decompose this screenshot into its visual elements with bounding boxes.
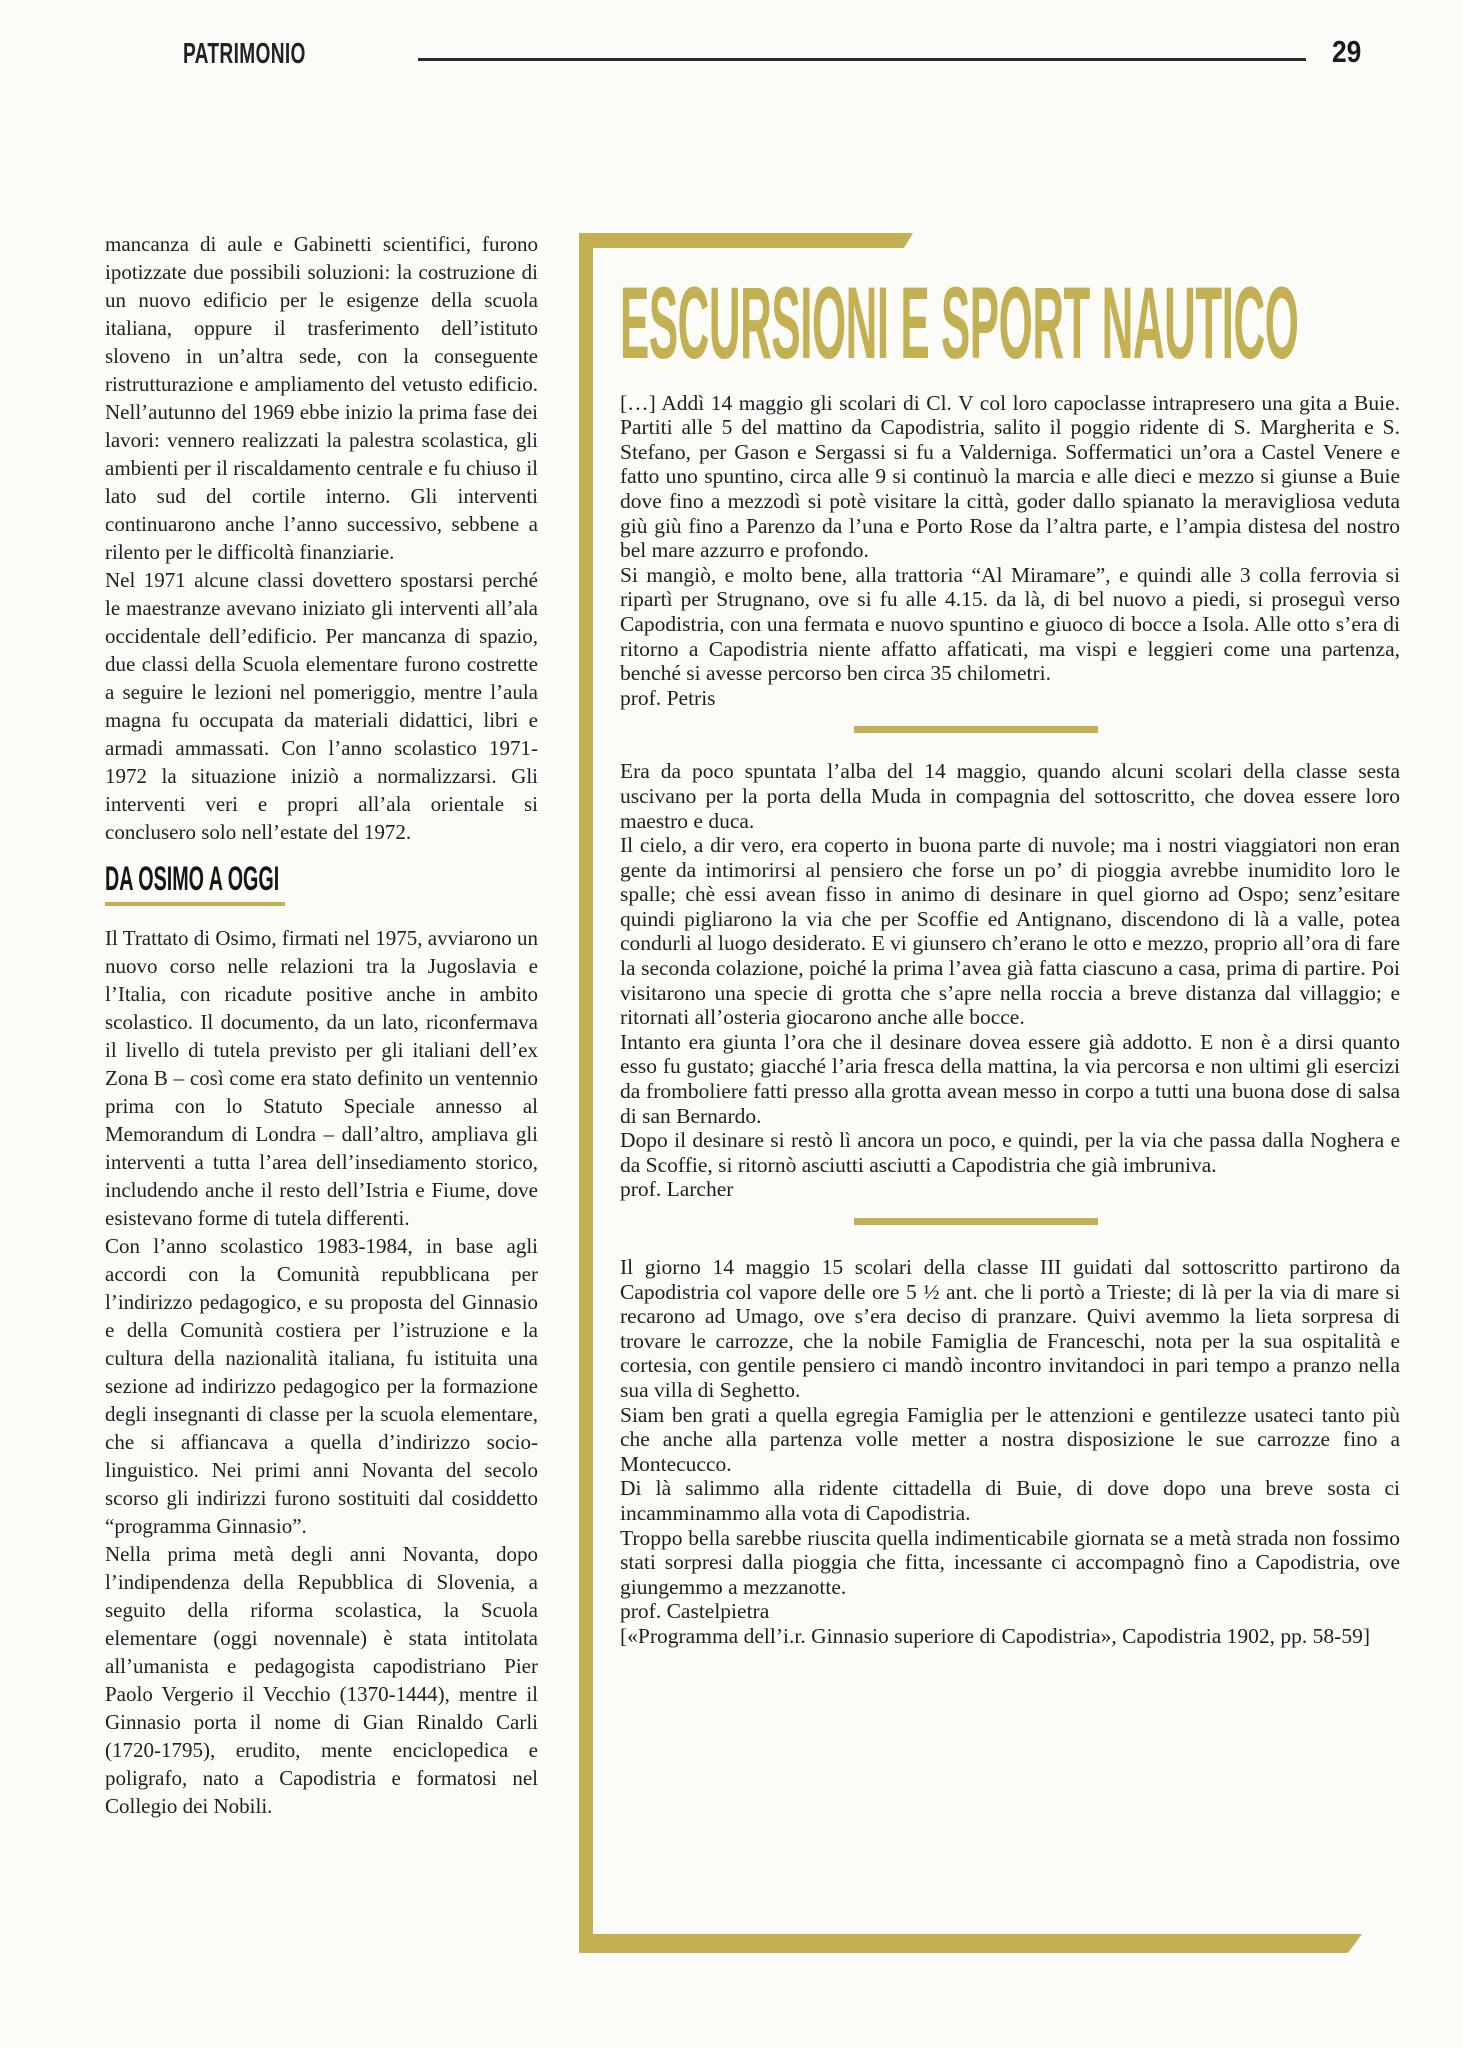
gold-frame-bottom-bar	[579, 1934, 1362, 1953]
paragraph: mancanza di aule e Gabinetti scientifici, furono ipotizzate due possibili soluzioni: la costruzione di un nuovo edificio per le esigenze della scuola italiana, oppure il trasferimento dell’istituto sloveno in un’altra sede, con la conseguente ristrutturazione e ampliamento del vetusto edificio. Nell’autunno del 1969 ebbe inizio la prima fase dei lavori: vennero realizzati la palestra scolastica, gli ambienti per il riscaldamento centrale e fu chiuso il lato sud del cortile interno. Gli interventi continuarono anche l’anno successivo, sebbene a rilento per le difficoltà finanziarie.	[105, 232, 538, 564]
paragraph: Intanto era giunta l’ora che il desinare dovea essere già addotto. E non è a dirsi quanto esso fu gustato; giacché l’aria fresca della mattina, la via percorsa e non ultimi gli esercizi da fromboliere fatti presso alla grotta avean messo in corpo a tutti una buona dose di salsa di san Bernardo.	[620, 1029, 1400, 1128]
signature: prof. Larcher	[620, 1177, 734, 1202]
paragraph: Il giorno 14 maggio 15 scolari della classe III guidati dal sottoscritto partirono da Capodistria col vapore delle ore 5 ½ ant. che li portò a Trieste; di là per la via di mare si recarono ad Umago, ove s’era deciso di pranzare. Quivi avemmo la lieta sorpresa di trovare le carrozze, che la nobile Famiglia de Franceschi, nota per la sua ospitalità e cortesia, con gentile pensiero ci mandò incontro invitandoci in pari tempo a pranzo nella sua villa di Seghetto.	[620, 1255, 1400, 1402]
gold-divider	[854, 726, 1098, 733]
paragraph: Con l’anno scolastico 1983-1984, in base agli accordi con la Comunità repubblicana per l’indirizzo pedagogico, e su proposta del Ginnasio e della Comunità costiera per l’istruzione e la cultura della nazionalità italiana, fu istituita una sezione ad indirizzo pedagogico per la formazione degli insegnanti di classe per la scuola elementare, che si affiancava a quella d’indirizzo socio-linguistico. Nei primi anni Novanta del secolo scorso gli indirizzi furono sostituiti dal cosiddetto “programma Ginnasio”.	[105, 1234, 538, 1538]
right-column	[620, 233, 1400, 1649]
paragraph: Siam ben grati a quella egregia Famiglia per le attenzioni e gentilezze usateci tanto più che anche alla partenza volle metter a nostra disposizione le sue carrozze fino a Montecucco.	[620, 1402, 1400, 1476]
paragraph: Il cielo, a dir vero, era coperto in buona parte di nuvole; ma i nostri viaggiatori non eran gente da intimorirsi al pensiero che forse un po’ di pioggia avrebbe inumidito loro le spalle; chè essi avean fisso in animo di desinare in quel giorno ad Ospo; senz’esitare quindi pigliarono la via che per Scoffie ed Antignano, discendono di là a valle, potea condurli al luogo desiderato. E vi giunsero ch’erano le otto e mezzo, proprio all’ora di fare la seconda colazione, poiché la prima l’avea già fatta ciascuno a casa, prima di partire. Poi visitarono una specie di grotta che s’apre nella roccia a breve distanza dal villaggio; e ritornati all’osteria giocarono anche alle bocce.	[620, 833, 1400, 1030]
header-rule	[418, 58, 1306, 61]
paragraph: Nel 1971 alcune classi dovettero spostarsi perché le maestranze avevano iniziato gli interventi all’ala occidentale dell’edificio. Per mancanza di spazio, due classi della Scuola elementare furono costrette a seguire le lezioni nel pomeriggio, mentre l’aula magna fu occupata da materiali didattici, libri e armadi ammassati. Con l’anno scolastico 1971-1972 la situazione iniziò a normalizzarsi. Gli interventi veri e propri all’ala orientale si conclusero solo nell’estate del 1972.	[105, 568, 538, 844]
article-title: ESCURSIONI E SPORT NAUTICO	[620, 266, 1299, 380]
page-number: 29	[1332, 34, 1362, 69]
left-column	[105, 230, 538, 1820]
paragraph: Il Trattato di Osimo, firmati nel 1975, avviarono un nuovo corso nelle relazioni tra la Jugoslavia e l’Italia, con ricadute positive anche in ambito scolastico. Il documento, da un lato, riconfermava il livello di tutela previsto per gli italiani dell’ex Zona B – così come era stato definito un ventennio prima con lo Statuto Speciale annesso al Memorandum di Londra – dall’altro, ampliava gli interventi a tutta l’area dell’insediamento storico, includendo anche il resto dell’Istria e Fiume, dove esistevano forme di tutela differenti.	[105, 926, 538, 1230]
paragraph: Di là salimmo alla ridente cittadella di Buie, di dove dopo una breve sosta ci incamminammo alla vota di Capodistria.	[620, 1476, 1400, 1525]
paragraph: Dopo il desinare si restò lì ancora un poco, e quindi, per la via che passa dalla Noghera e da Scoffie, si ritornò asciutti asciutti a Capodistria che già imbruniva.	[620, 1128, 1400, 1177]
subheading: DA OSIMO A OGGI	[105, 860, 280, 898]
article-body	[620, 391, 1400, 1649]
paragraph: Nella prima metà degli anni Novanta, dopo l’indipendenza della Repubblica di Slovenia, a seguito della riforma scolastica, la Scuola elementare (oggi novennale) è stata intitolata all’umanista e pedagogista capodistriano Pier Paolo Vergerio il Vecchio (1370-1444), mentre il Ginnasio porta il nome di Gian Rinaldo Carli (1720-1795), erudito, mente enciclopedica e poligrafo, nato a Capodistria e formatosi nel Collegio dei Nobili.	[105, 1542, 538, 1818]
paragraph: Si mangiò, e molto bene, alla trattoria “Al Miramare”, e quindi alle 3 colla ferrovia si ripartì per Strugnano, ove si fu alle 4.15. da là, di bel nuovo a piedi, si proseguì verso Capodistria, con una fermata e nuovo spuntino e giuoco di bocce a Isola. Alle otto s’era di ritorno a Capodistria niente affatto affaticati, ma vispi e leggieri come una partenza, benché si avesse percorso ben circa 35 chilometri.	[620, 562, 1400, 686]
section-label: PATRIMONIO	[183, 38, 306, 70]
signature: prof. Castelpietra	[620, 1599, 770, 1624]
gold-frame-vertical-bar	[579, 233, 593, 1952]
paragraph: […] Addì 14 maggio gli scolari di Cl. V col loro capoclasse intrapresero una gita a Buie. Partiti alle 5 del mattino da Capodistria, salito il poggio ridente di S. Margherita e S. Stefano, per Gason e Sergassi si fu a Valderniga. Soffermatici un’ora a Castel Venere e fatto uno spuntino, circa alle 9 si continuò la marcia e alle dieci e mezzo si giunse a Buie dove fino a mezzodì si potè visitare la città, goder dallo spianato la meravigliosa veduta giù giù fino a Parenzo da l’una e Porto Rose da l’altra parte, e l’ampia distesa del nostro bel mare azzurro e profondo.	[620, 390, 1400, 563]
citation: [«Programma dell’i.r. Ginnasio superiore di Capodistria», Capodistria 1902, pp. 58-59]	[620, 1623, 1370, 1648]
subheading-underline	[105, 902, 285, 906]
gold-divider	[854, 1218, 1098, 1225]
subheading-block	[105, 862, 538, 906]
paragraph: Era da poco spuntata l’alba del 14 maggio, quando alcuni scolari della classe sesta uscivano per la porta della Muda in compagnia del sottoscritto, che dovea essere loro maestro e duca.	[620, 759, 1400, 833]
signature: prof. Petris	[620, 685, 716, 710]
paragraph: Troppo bella sarebbe riuscita quella indimenticabile giornata se a metà strada non fossimo stati sorpresi dalla pioggia che fitta, incessante ci accompagnò fino a Capodistria, ove giungemmo a mezzanotte.	[620, 1525, 1400, 1599]
